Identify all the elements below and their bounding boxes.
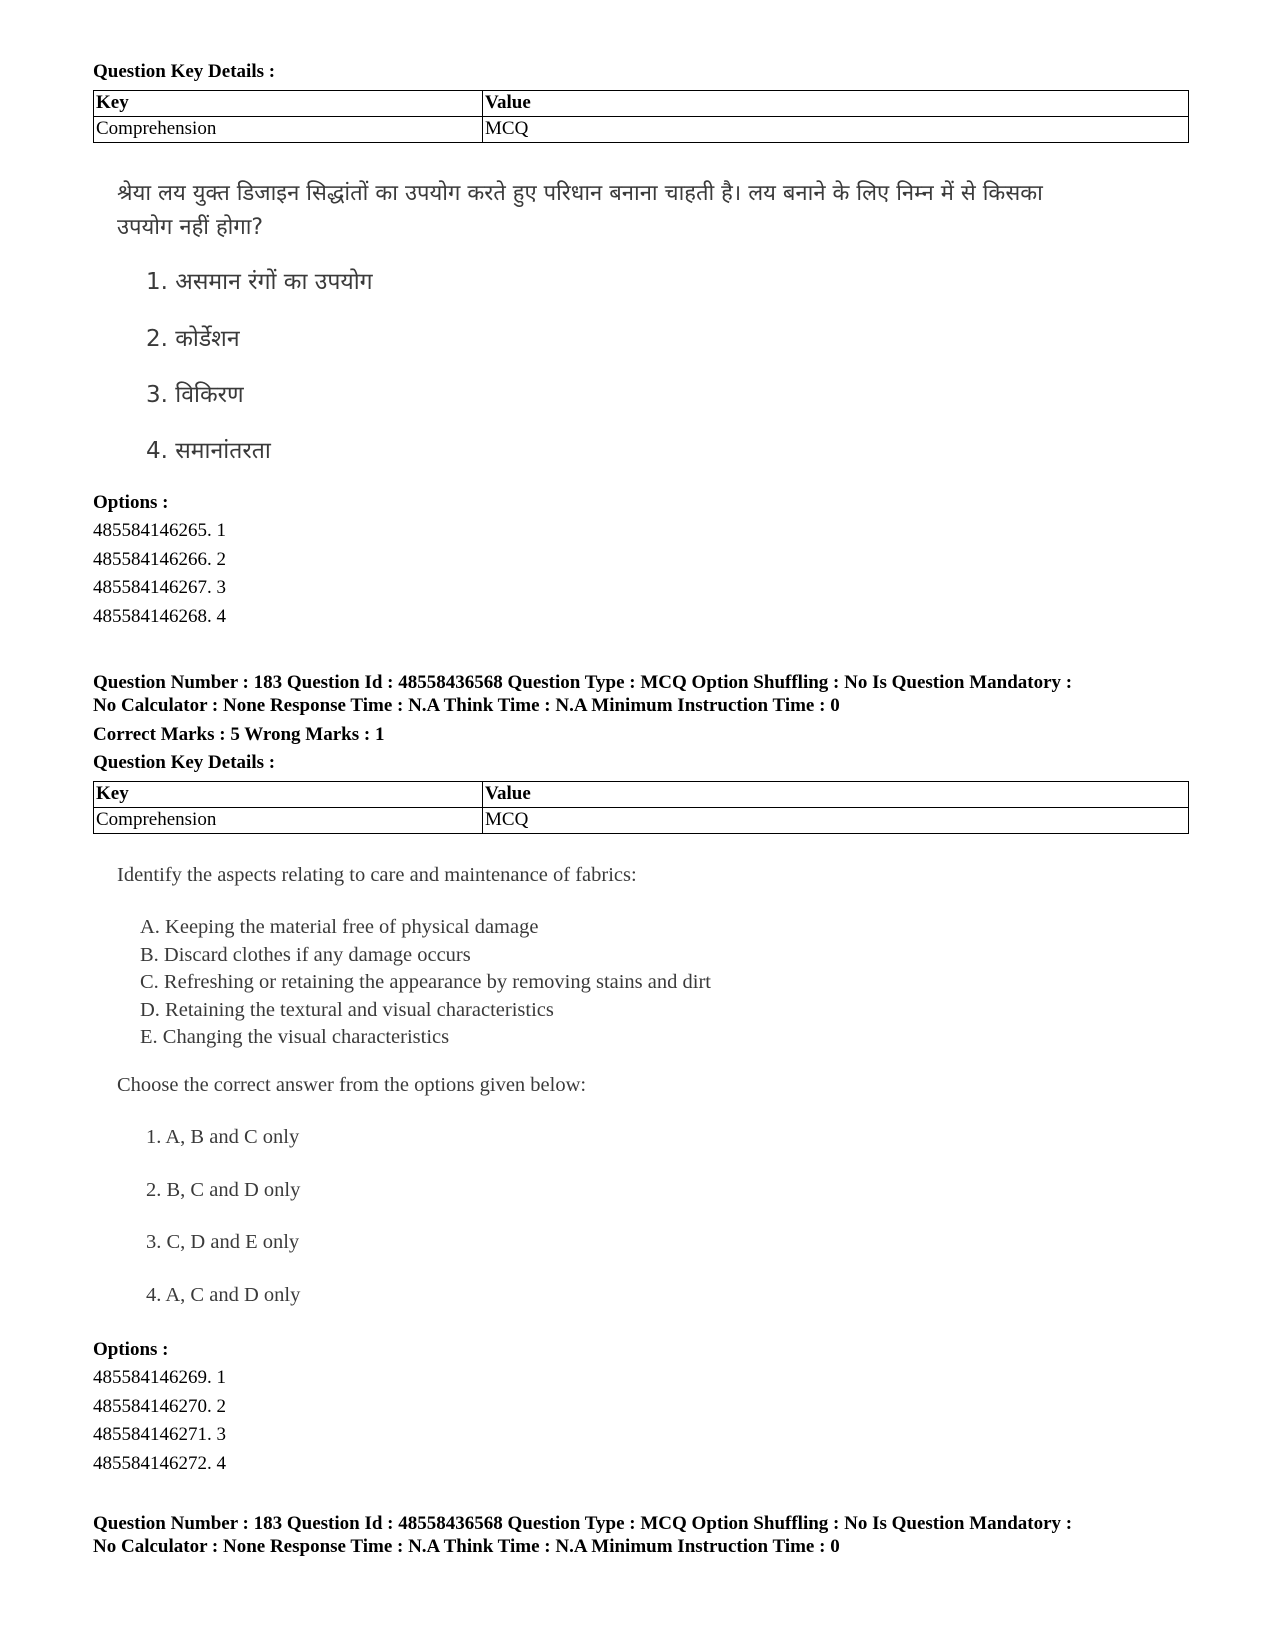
option-item: 485584146270. 2 <box>93 1395 226 1417</box>
question-image-hindi <box>117 177 1157 245</box>
table-header-value: Value <box>483 782 1189 808</box>
question-stem-line1: श्रेया लय युक्त डिजाइन सिद्धांतों का उपयोग करते हुए परिधान बनाना चाहती है। लय बनाने के लिए निम्न में से किसका <box>117 181 1043 206</box>
option-item: 485584146268. 4 <box>93 605 226 627</box>
options-label: Options : <box>93 492 169 513</box>
table-cell-key: Comprehension <box>94 117 483 143</box>
question-header-line2: No Calculator : None Response Time : N.A Think Time : N.A Minimum Instruction Time : 0 <box>93 1536 840 1557</box>
options-list <box>93 517 226 631</box>
table-row <box>94 117 1189 143</box>
question-choice-2: 2. कोर्डेशन <box>146 326 240 352</box>
statement-item: B. Discard clothes if any damage occurs <box>140 943 471 966</box>
question-key-details-label: Question Key Details : <box>93 61 276 82</box>
question-choice-2: 2. B, C and D only <box>146 1179 301 1201</box>
statement-item: A. Keeping the material free of physical damage <box>140 916 539 938</box>
question-choice-1: 1. असमान रंगों का उपयोग <box>146 269 373 295</box>
question-choice-3: 3. C, D and E only <box>146 1231 300 1253</box>
option-item: 485584146266. 2 <box>93 548 226 570</box>
question-stem-line2: उपयोग नहीं होगा? <box>117 215 264 240</box>
question-choice-4: 4. समानांतरता <box>146 438 271 464</box>
options-list <box>93 1364 226 1478</box>
question-choice-4: 4. A, C and D only <box>146 1284 301 1306</box>
statement-item: E. Changing the visual characteristics <box>140 1026 450 1048</box>
question-key-table <box>93 781 1189 834</box>
question-choice-3: 3. विकिरण <box>146 382 244 408</box>
option-item: 485584146265. 1 <box>93 520 226 541</box>
question-key-table <box>93 90 1189 143</box>
table-row <box>94 808 1189 834</box>
table-header-row <box>94 782 1189 808</box>
question-header-line1: Question Number : 183 Question Id : 48558436568 Question Type : MCQ Option Shuffling : No Is Question Mandatory : <box>93 1513 1073 1534</box>
table-cell-value: MCQ <box>483 117 1189 143</box>
question-choice-1: 1. A, B and C only <box>146 1126 300 1148</box>
table-cell-key: Comprehension <box>94 808 483 834</box>
option-item: 485584146267. 3 <box>93 577 226 598</box>
option-item: 485584146269. 1 <box>93 1367 226 1388</box>
question-instruction: Choose the correct answer from the options given below: <box>117 1074 587 1096</box>
question-header-line1: Question Number : 183 Question Id : 48558436568 Question Type : MCQ Option Shuffling : No Is Question Mandatory : <box>93 672 1073 693</box>
statement-item: C. Refreshing or retaining the appearance by removing stains and dirt <box>140 971 711 993</box>
question-header-line2: No Calculator : None Response Time : N.A Think Time : N.A Minimum Instruction Time : 0 <box>93 695 840 716</box>
marks-line: Correct Marks : 5 Wrong Marks : 1 <box>93 724 385 745</box>
statement-item: D. Retaining the textural and visual characteristics <box>140 998 554 1021</box>
table-header-key: Key <box>94 782 483 808</box>
option-item: 485584146271. 3 <box>93 1424 226 1445</box>
question-statements <box>140 914 711 1052</box>
question-key-details-label: Question Key Details : <box>93 752 276 773</box>
table-cell-value: MCQ <box>483 808 1189 834</box>
question-stem: Identify the aspects relating to care and maintenance of fabrics: <box>117 864 637 886</box>
table-header-value: Value <box>483 91 1189 117</box>
table-header-key: Key <box>94 91 483 117</box>
option-item: 485584146272. 4 <box>93 1452 226 1474</box>
table-header-row <box>94 91 1189 117</box>
options-label: Options : <box>93 1339 169 1360</box>
